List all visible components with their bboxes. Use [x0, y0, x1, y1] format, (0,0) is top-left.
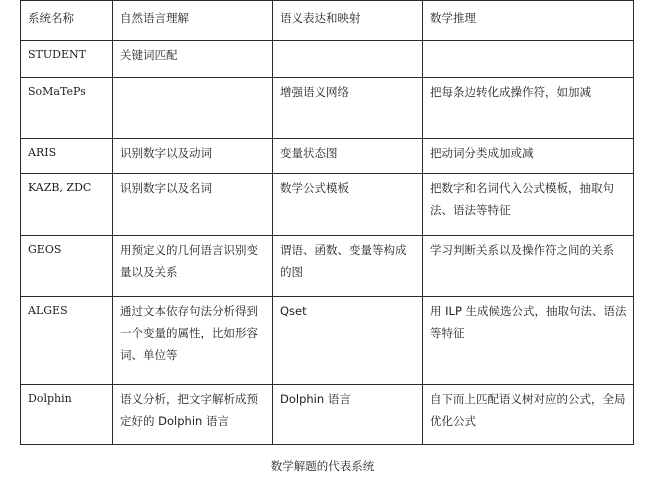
cell-system: KAZB, ZDC	[21, 174, 113, 236]
cell-semantics	[273, 41, 423, 78]
systems-table-container	[20, 0, 633, 445]
cell-nlu: 语义分析，把文字解析成预定好的 Dolphin 语言	[113, 385, 273, 445]
cell-system: ALGES	[21, 297, 113, 385]
cell-reasoning: 把动词分类成加或减	[423, 139, 634, 174]
cell-semantics: 增强语义网络	[273, 78, 423, 139]
cell-reasoning: 用 ILP 生成候选公式，抽取句法、语法等特征	[423, 297, 634, 385]
cell-semantics: Qset	[273, 297, 423, 385]
cell-nlu	[113, 78, 273, 139]
cell-reasoning: 把数字和名词代入公式模板，抽取句法、语法等特征	[423, 174, 634, 236]
cell-nlu: 通过文本依存句法分析得到一个变量的属性，比如形容词、单位等	[113, 297, 273, 385]
cell-system: Dolphin	[21, 385, 113, 445]
cell-system: STUDENT	[21, 41, 113, 78]
table-row	[21, 385, 634, 445]
header-math-reasoning: 数学推理	[423, 1, 634, 41]
cell-reasoning: 自下而上匹配语义树对应的公式，全局优化公式	[423, 385, 634, 445]
table-row	[21, 139, 634, 174]
table-row	[21, 297, 634, 385]
cell-system: GEOS	[21, 236, 113, 297]
header-semantic-mapping: 语义表达和映射	[273, 1, 423, 41]
cell-nlu: 识别数字以及动词	[113, 139, 273, 174]
cell-system: SoMaTePs	[21, 78, 113, 139]
table-row	[21, 41, 634, 78]
table-header-row	[21, 1, 634, 41]
cell-semantics: 数学公式模板	[273, 174, 423, 236]
cell-reasoning: 学习判断关系以及操作符之间的关系	[423, 236, 634, 297]
cell-nlu: 用预定义的几何语言识别变量以及关系	[113, 236, 273, 297]
cell-semantics: 谓语、函数、变量等构成的图	[273, 236, 423, 297]
cell-nlu: 识别数字以及名词	[113, 174, 273, 236]
header-nl-understanding: 自然语言理解	[113, 1, 273, 41]
cell-semantics: Dolphin 语言	[273, 385, 423, 445]
systems-table	[20, 0, 634, 445]
table-row	[21, 236, 634, 297]
cell-reasoning	[423, 41, 634, 78]
cell-nlu: 关键词匹配	[113, 41, 273, 78]
table-caption: 数学解题的代表系统	[270, 459, 375, 473]
table-row	[21, 174, 634, 236]
cell-reasoning: 把每条边转化成操作符，如加减	[423, 78, 634, 139]
table-row	[21, 78, 634, 139]
cell-system: ARIS	[21, 139, 113, 174]
header-system-name: 系统名称	[21, 1, 113, 41]
cell-semantics: 变量状态图	[273, 139, 423, 174]
